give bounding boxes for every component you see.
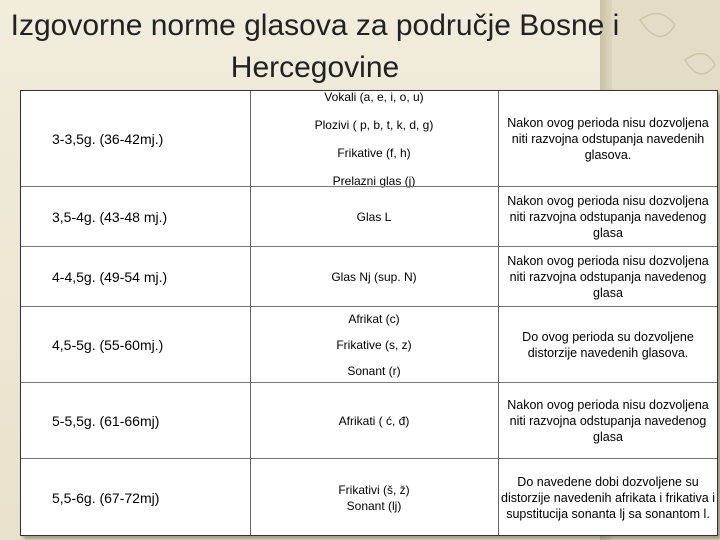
note-cell: Nakon ovog perioda nisu dozvoljena niti razvojna odstupanja navedenog glasa bbox=[507, 398, 709, 444]
sound-item: Frikative (s, z) bbox=[336, 338, 412, 352]
note-cell: Do ovog perioda su dozvoljene distorzije navedenih glasova. bbox=[522, 330, 694, 360]
age-cell: 4,5-5g. (55-60mj.) bbox=[52, 337, 164, 353]
age-cell: 3,5-4g. (43-48 mj.) bbox=[52, 209, 168, 225]
sound-item: Frikative (f, h) bbox=[337, 146, 411, 160]
sounds-cell bbox=[250, 187, 498, 247]
note-cell: Nakon ovog perioda nisu dozvoljena niti razvojna odstupanja navedenih glasova. bbox=[507, 116, 709, 162]
sound-item: Plozivi ( p, b, t, k, d, g) bbox=[314, 118, 434, 132]
age-cell: 5-5,5g. (61-66mj) bbox=[52, 413, 160, 429]
slide-title: Izgovorne norme glasova za područje Bosne i Hercegovine bbox=[10, 9, 620, 84]
sound-item: Frikativi (š, ž) bbox=[338, 483, 410, 497]
sound-item: Glas Nj (sup. N) bbox=[331, 270, 417, 284]
note-cell: Do navedene dobi dozvoljene su distorzije navedenih afrikata i frikativa i supstitucija sonanta lj sa sonantom l. bbox=[501, 475, 715, 521]
note-cell: Nakon ovog perioda nisu dozvoljena niti razvojna odstupanja navedenog glasa bbox=[507, 194, 709, 240]
sounds-cell bbox=[250, 91, 498, 187]
sounds-cell bbox=[250, 307, 498, 383]
age-cell: 3-3,5g. (36-42mj.) bbox=[52, 131, 164, 147]
sound-item: Afrikat (c) bbox=[348, 312, 400, 326]
sound-item: Glas L bbox=[356, 210, 392, 224]
table-row bbox=[20, 306, 718, 383]
sounds-cell bbox=[250, 247, 498, 307]
norms-table bbox=[20, 90, 718, 536]
column-divider bbox=[250, 90, 251, 536]
age-cell: 4-4,5g. (49-54 mj.) bbox=[52, 269, 168, 285]
table-row bbox=[20, 186, 718, 247]
note-cell: Nakon ovog perioda nisu dozvoljena niti razvojna odstupanja navedenog glasa bbox=[507, 254, 709, 300]
sound-item: Prelazni glas (j) bbox=[332, 174, 416, 188]
table-row bbox=[20, 382, 718, 459]
column-divider bbox=[498, 90, 499, 536]
table-row bbox=[20, 458, 718, 537]
table-row bbox=[20, 90, 718, 187]
sounds-cell bbox=[250, 383, 498, 459]
table-row bbox=[20, 246, 718, 307]
sounds-cell bbox=[250, 459, 498, 537]
sound-item: Sonant (lj) bbox=[346, 499, 402, 513]
sound-item: Sonant (r) bbox=[347, 364, 401, 378]
age-cell: 5,5-6g. (67-72mj) bbox=[52, 490, 160, 506]
sound-item: Vokali (a, e, i, o, u) bbox=[324, 90, 424, 104]
sound-item: Afrikati ( ć, đ) bbox=[338, 414, 410, 428]
